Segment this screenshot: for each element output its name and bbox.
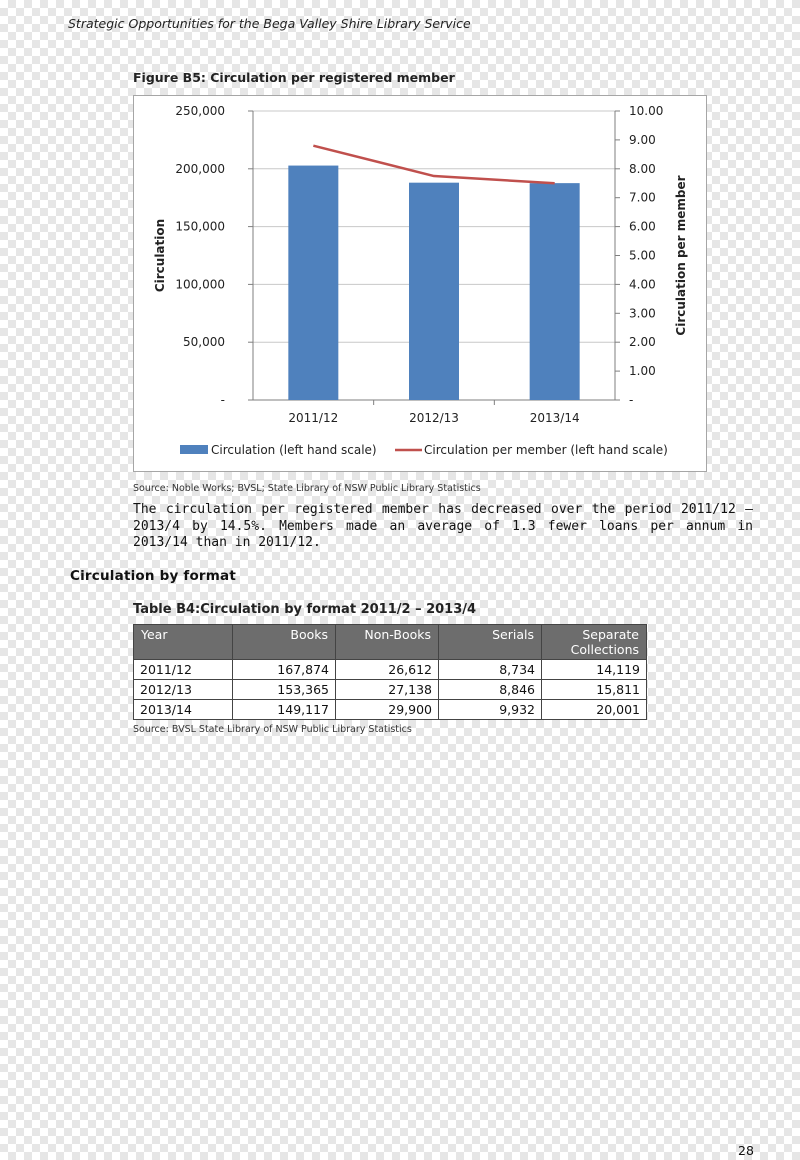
chart-svg — [133, 95, 707, 472]
section-heading: Circulation by format — [70, 568, 237, 584]
table-header-cell: Non-Books — [336, 625, 439, 660]
table-header-cell: Year — [134, 625, 233, 660]
left-tick-label: 250,000 — [175, 104, 225, 118]
left-tick-label: 100,000 — [175, 277, 225, 292]
right-tick-label: 8.00 — [629, 161, 656, 176]
right-tick-label: 10.00 — [629, 104, 664, 118]
table-header-cell: Books — [233, 625, 336, 660]
bar — [288, 166, 338, 400]
table-cell: 8,734 — [439, 660, 542, 680]
table-cell: 29,900 — [336, 700, 439, 720]
table-title: Table B4:Circulation by format 2011/2 – 2013/4 — [133, 602, 477, 617]
table-row — [134, 680, 647, 700]
running-header: Strategic Opportunities for the Bega Valley Shire Library Service — [68, 16, 471, 31]
figure-source: Source: Noble Works; BVSL; State Library of NSW Public Library Statistics — [133, 483, 481, 494]
left-tick-label: 50,000 — [183, 335, 225, 350]
table-row — [134, 700, 647, 720]
table-header-cell: Serials — [439, 625, 542, 660]
page-number: 28 — [738, 1143, 754, 1158]
x-tick-label: 2012/13 — [409, 411, 459, 425]
legend-swatch-bar — [180, 445, 208, 454]
table-cell: 8,846 — [439, 680, 542, 700]
bar — [409, 183, 459, 400]
right-tick-label: 7.00 — [629, 190, 656, 205]
right-tick-label: 3.00 — [629, 306, 656, 321]
right-tick-label: 9.00 — [629, 132, 656, 147]
legend-label: Circulation per member (left hand scale) — [424, 443, 668, 457]
x-tick-label: 2011/12 — [288, 411, 339, 425]
left-tick-label: 150,000 — [175, 219, 225, 234]
right-tick-label: 4.00 — [629, 277, 656, 292]
table-cell: 153,365 — [233, 680, 336, 700]
legend-label: Circulation (left hand scale) — [211, 443, 377, 457]
right-axis-title: Circulation per member — [674, 175, 688, 336]
right-tick-label: 2.00 — [629, 335, 656, 350]
left-tick-label: - — [220, 393, 225, 407]
table-cell: 26,612 — [336, 660, 439, 680]
right-tick-label: 6.00 — [629, 219, 656, 234]
table-cell: 2012/13 — [134, 680, 233, 700]
table-header-cell: Separate Collections — [542, 625, 647, 660]
table-cell: 9,932 — [439, 700, 542, 720]
bar — [530, 183, 580, 400]
table-cell: 15,811 — [542, 680, 647, 700]
circulation-format-table — [133, 624, 647, 720]
table-row — [134, 660, 647, 680]
right-tick-label: 5.00 — [629, 248, 656, 263]
table-cell: 2011/12 — [134, 660, 233, 680]
right-tick-label: - — [629, 393, 634, 407]
right-tick-label: 1.00 — [629, 364, 656, 379]
table-cell: 149,117 — [233, 700, 336, 720]
x-tick-label: 2013/14 — [529, 411, 580, 425]
table-cell: 14,119 — [542, 660, 647, 680]
left-axis-title: Circulation — [153, 218, 167, 293]
body-paragraph: The circulation per registered member has decreased over the period 2011/12 – 2013/4 by 14.5%. Members made an average of 1.3 fewer loans per annum in 2013/14 than in 2011/12. — [133, 502, 753, 550]
table-cell: 20,001 — [542, 700, 647, 720]
left-tick-label: 200,000 — [175, 161, 225, 176]
circulation-chart — [133, 95, 707, 472]
table-cell: 27,138 — [336, 680, 439, 700]
table-cell: 2013/14 — [134, 700, 233, 720]
table-source: Source: BVSL State Library of NSW Public Library Statistics — [133, 724, 412, 735]
figure-title: Figure B5: Circulation per registered member — [133, 70, 455, 85]
table-header-row — [134, 625, 647, 660]
table-cell: 167,874 — [233, 660, 336, 680]
